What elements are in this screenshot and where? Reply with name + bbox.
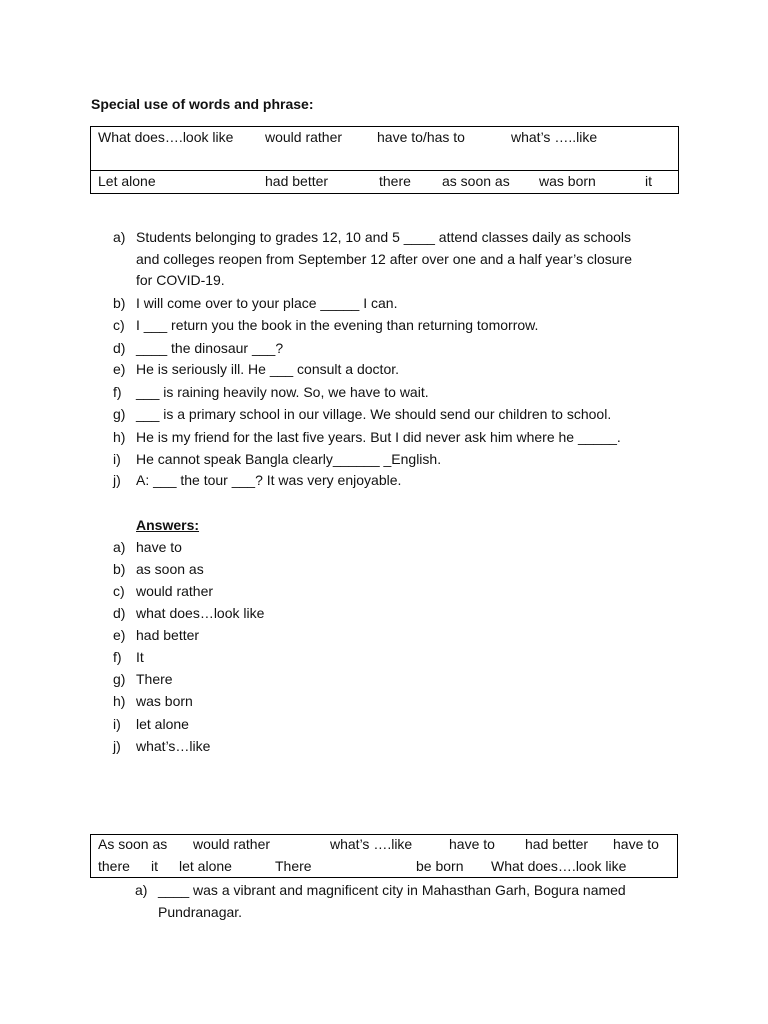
question-text: A: ___ the tour ___? It was very enjoyable. <box>136 472 402 488</box>
question-text: I ___ return you the book in the evening than returning tomorrow. <box>136 317 539 333</box>
answer-label: f) <box>113 649 122 665</box>
question-label: c) <box>113 317 125 333</box>
word-bank-cell: let alone <box>179 858 232 874</box>
answers-heading: Answers: <box>136 517 200 533</box>
word-bank-cell: There <box>275 858 312 874</box>
question-text: ___ is raining heavily now. So, we have to wait. <box>136 384 429 400</box>
question-text: ___ is a primary school in our village. We should send our children to school. <box>136 406 612 422</box>
question-text: Students belonging to grades 12, 10 and 5 ____ attend classes daily as schools <box>136 229 632 245</box>
word-bank-cell: as soon as <box>442 173 510 189</box>
word-bank-cell: would rather <box>265 129 343 145</box>
answer-text: was born <box>136 693 193 709</box>
question-text: for COVID-19. <box>136 272 225 288</box>
word-bank-cell: it <box>151 858 158 874</box>
word-bank-cell: be born <box>416 858 464 874</box>
question-text: He cannot speak Bangla clearly______ _English. <box>136 451 442 467</box>
word-bank-cell: there <box>379 173 411 189</box>
answer-label: a) <box>113 539 126 555</box>
question-label: a) <box>135 882 148 898</box>
question-text: Pundranagar. <box>158 904 243 920</box>
answer-text: It <box>136 649 144 665</box>
word-bank-cell: have to/has to <box>377 129 465 145</box>
question-text: ____ the dinosaur ___? <box>136 340 284 356</box>
answer-label: h) <box>113 693 126 709</box>
question-label: h) <box>113 429 126 445</box>
word-bank-cell: had better <box>265 173 329 189</box>
question-label: j) <box>113 472 121 488</box>
word-bank-cell: What does….look like <box>491 858 627 874</box>
question-text: He is seriously ill. He ___ consult a doctor. <box>136 361 400 377</box>
question-label: d) <box>113 340 126 356</box>
answer-text: what’s…like <box>136 738 211 754</box>
word-bank-cell: there <box>98 858 130 874</box>
word-bank-cell: would rather <box>193 836 271 852</box>
answer-label: j) <box>113 738 121 754</box>
answer-text: as soon as <box>136 561 204 577</box>
answer-text: what does…look like <box>136 605 265 621</box>
answer-text: There <box>136 671 173 687</box>
question-label: f) <box>113 384 122 400</box>
word-bank-cell: Let alone <box>98 173 156 189</box>
answer-label: c) <box>113 583 125 599</box>
answer-text: had better <box>136 627 200 643</box>
table-divider <box>91 170 678 171</box>
answer-label: g) <box>113 671 126 687</box>
answer-label: e) <box>113 627 126 643</box>
question-label: e) <box>113 361 126 377</box>
answer-text: let alone <box>136 716 189 732</box>
word-bank-cell: what’s …..like <box>511 129 598 145</box>
section-heading: Special use of words and phrase: <box>91 96 314 112</box>
question-label: a) <box>113 229 126 245</box>
word-bank-cell: was born <box>539 173 596 189</box>
question-text: and colleges reopen from September 12 after over one and a half year’s closure <box>136 251 633 267</box>
word-bank-cell: have to <box>449 836 495 852</box>
question-label: b) <box>113 295 126 311</box>
answer-label: b) <box>113 561 126 577</box>
question-label: g) <box>113 406 126 422</box>
answer-text: would rather <box>136 583 214 599</box>
question-text: He is my friend for the last five years. But I did never ask him where he _____. <box>136 429 621 445</box>
word-bank-cell: What does….look like <box>98 129 234 145</box>
question-text: I will come over to your place _____ I can. <box>136 295 398 311</box>
answer-label: d) <box>113 605 126 621</box>
question-label: i) <box>113 451 121 467</box>
word-bank-cell: it <box>645 173 652 189</box>
question-text: ____ was a vibrant and magnificent city in Mahasthan Garh, Bogura named <box>158 882 626 898</box>
word-bank-cell: As soon as <box>98 836 168 852</box>
answer-text: have to <box>136 539 182 555</box>
word-bank-cell: have to <box>613 836 659 852</box>
word-bank-cell: had better <box>525 836 589 852</box>
answer-label: i) <box>113 716 121 732</box>
word-bank-cell: what’s ….like <box>330 836 413 852</box>
